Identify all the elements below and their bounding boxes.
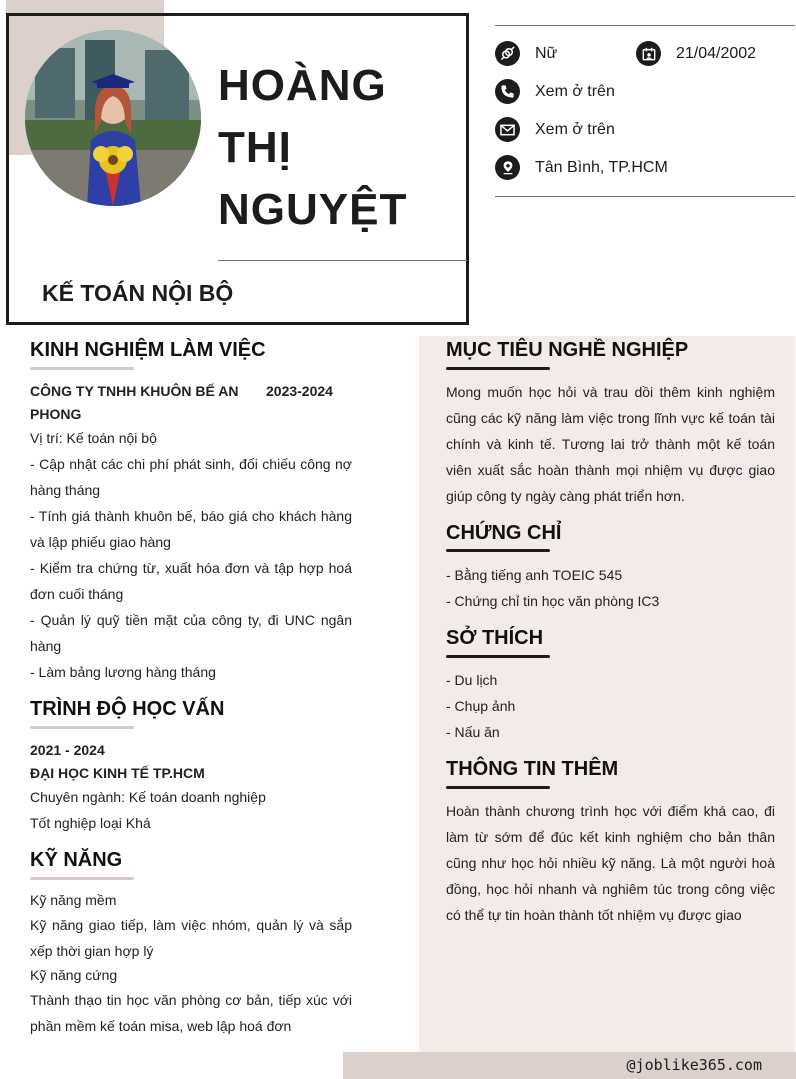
hobby-item: - Chụp ảnh [446,698,516,714]
skills-underline [30,877,134,880]
job-title: KẾ TOÁN NỘI BỘ [42,280,234,306]
education-heading: TRÌNH ĐỘ HỌC VẤN [30,698,225,720]
skills-heading: KỸ NĂNG [30,849,123,871]
full-name-line: NGUYỆT [218,185,408,234]
full-name-line: THỊ [218,123,292,172]
hard-skills-text: Thành thạo tin học văn phòng cơ bản, tiếp xúc với phần mềm kế toán misa, web lập hoá đơn [30,992,352,1034]
experience-company-cont: PHONG [30,406,82,422]
contact-birthdate [636,41,756,66]
contact-gender [495,41,557,66]
experience-duty: - Cập nhật các chi phí phát sinh, đối chiếu công nợ hàng tháng [30,456,352,498]
experience-duty: - Làm bảng lương hàng tháng [30,664,216,680]
address-value: Tân Bình, TP.HCM [535,158,668,176]
hobby-item: - Nấu ăn [446,724,500,740]
experience-duty: - Quản lý quỹ tiền mặt của công ty, đi UNC ngân hàng [30,612,352,654]
objective-underline [446,367,550,370]
experience-underline [30,367,134,370]
additional-info-heading: THÔNG TIN THÊM [446,758,619,780]
certificates-heading: CHỨNG CHỈ [446,522,562,544]
full-name [218,55,458,241]
contact-bottom-divider [495,196,795,197]
calendar-icon [636,41,661,66]
additional-info-text: Hoàn thành chương trình học với điểm khá cao, đi làm từ sớm để đúc kết kinh nghiệm cho bản thân cũng như học hỏi nhiều kỹ năng. Là một người hoà đồng, học hỏi nhanh và nghiêm túc trong công việc có thể tự tin hoàn thành tốt nhiệm vụ được giao [446,803,775,923]
additional-info-underline [446,786,550,789]
profile-photo [25,30,201,206]
education-period: 2021 - 2024 [30,742,105,758]
education-major: Chuyên ngành: Kế toán doanh nghiệp [30,789,266,805]
soft-skills-text: Kỹ năng giao tiếp, làm việc nhóm, quản lý và sắp xếp thời gian hợp lý [30,917,352,959]
experience-period: 2023-2024 [266,383,333,399]
contact-top-divider [495,25,795,26]
email-value: Xem ở trên [535,120,615,138]
contact-email [495,117,615,142]
gender-value: Nữ [535,44,558,62]
mail-icon [495,117,520,142]
experience-company: CÔNG TY TNHH KHUÔN BẾ AN [30,383,239,399]
experience-duty: - Tính giá thành khuôn bế, báo giá cho khách hàng và lập phiếu giao hàng [30,508,352,550]
education-grade: Tốt nghiệp loại Khá [30,815,151,831]
experience-heading: KINH NGHIỆM LÀM VIỆC [30,339,266,361]
education-underline [30,726,134,729]
phone-value: Xem ở trên [535,82,615,100]
certificate-item: - Bằng tiếng anh TOEIC 545 [446,567,623,583]
full-name-line: HOÀNG [218,61,387,110]
contact-address [495,155,668,180]
certificates-underline [446,549,550,552]
contact-phone [495,79,615,104]
experience-position: Vị trí: Kế toán nội bộ [30,430,157,446]
name-divider [218,260,467,261]
experience-duty: - Kiểm tra chứng từ, xuất hóa đơn và tập hợp hoá đơn cuối tháng [30,560,352,602]
education-school: ĐẠI HỌC KINH TẾ TP.HCM [30,765,205,781]
objective-heading: MỤC TIÊU NGHỀ NGHIỆP [446,339,689,361]
hobbies-underline [446,655,550,658]
certificate-item: - Chứng chỉ tin học văn phòng IC3 [446,593,660,609]
hobbies-heading: SỞ THÍCH [446,627,544,649]
hobby-item: - Du lịch [446,672,498,688]
gender-icon [495,41,520,66]
soft-skills-label: Kỹ năng mềm [30,892,117,908]
footer-watermark: @joblike365.com [626,1056,762,1074]
phone-icon [495,79,520,104]
location-pin-icon [495,155,520,180]
hard-skills-label: Kỹ năng cứng [30,967,118,983]
objective-text: Mong muốn học hỏi và trau dồi thêm kinh nghiệm cũng các kỹ năng làm việc trong lĩnh vực kế toán tài chính và kinh tế. Tương lai trở thành một kế toán viên xuất sắc hoàn thành mọi nhiệm vụ được giao giúp công ty ngày càng phát triển hơn. [446,384,775,504]
birthdate-value: 21/04/2002 [676,44,757,62]
